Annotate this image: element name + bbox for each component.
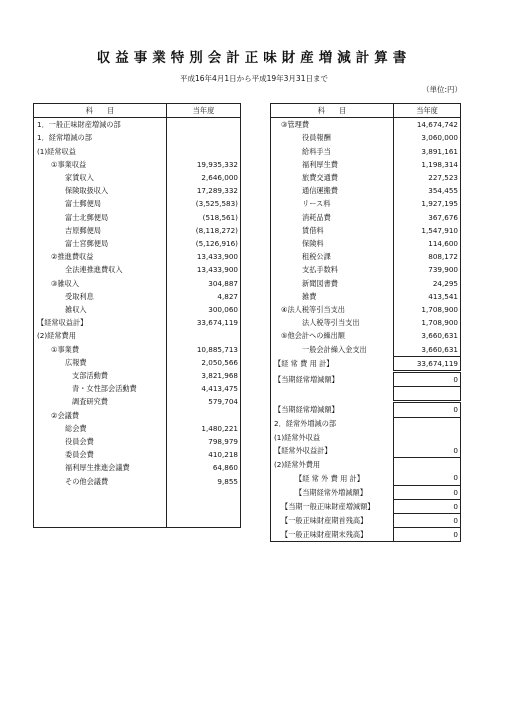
row-label: 保険料: [302, 239, 324, 249]
table-row: [34, 224, 241, 237]
table-row: [271, 485, 461, 499]
row-amount: 1,708,900: [394, 303, 461, 316]
table-row: [34, 369, 241, 382]
row-amount: 2,050,566: [167, 356, 241, 369]
row-amount: 0: [394, 444, 461, 458]
row-amount: 3,891,161: [394, 145, 461, 158]
row-label: 富士郵便局: [65, 199, 101, 209]
row-label: 支払手数料: [302, 265, 338, 275]
row-label: 保険取扱収入: [65, 186, 109, 196]
row-label: 広報費: [65, 357, 87, 367]
row-label: 吉原郵便局: [65, 225, 101, 235]
table-row: [34, 211, 241, 224]
table-row: [271, 343, 461, 357]
empty-row: [34, 501, 241, 514]
row-amount: 300,060: [167, 303, 241, 316]
row-label: ④法人税等引当支出: [281, 305, 345, 315]
row-label: 1．一般正味財産増減の部: [37, 120, 121, 130]
row-amount: [167, 131, 241, 144]
row-amount: 0: [394, 471, 461, 485]
row-amount: 3,660,631: [394, 329, 461, 342]
row-amount: 14,674,742: [394, 118, 461, 132]
row-label: 【当期経常増減額】: [274, 374, 339, 384]
empty-cell: [34, 514, 167, 528]
row-label: 【経常外収益計】: [274, 446, 332, 456]
row-amount: 17,289,332: [167, 184, 241, 197]
row-amount: 2,646,000: [167, 171, 241, 184]
table-row: [271, 356, 461, 371]
row-label: (2)経常外費用: [274, 459, 321, 469]
row-label: ③雑収入: [51, 278, 80, 288]
table-header-row: [271, 104, 461, 118]
row-label: [271, 387, 394, 402]
table-row: [34, 290, 241, 303]
table-row: [271, 250, 461, 263]
row-amount: 1,708,900: [394, 316, 461, 329]
empty-row: [34, 488, 241, 501]
table-row: [271, 316, 461, 329]
table-row: [34, 382, 241, 395]
row-amount: 3,060,000: [394, 131, 461, 144]
row-label: 福利厚生費: [302, 159, 338, 169]
row-amount: 0: [394, 499, 461, 513]
row-amount: 33,674,119: [394, 356, 461, 371]
row-amount: [394, 387, 461, 402]
table-row: [271, 303, 461, 316]
table-row: [271, 237, 461, 250]
row-amount: 410,218: [167, 448, 241, 461]
row-label: 【経 常 外 費 用 計】: [295, 473, 364, 483]
row-label: リース料: [302, 199, 331, 209]
row-label: ①事業費: [51, 344, 80, 354]
row-label: 法人税等引当支出: [302, 318, 360, 328]
row-label: 総会費: [65, 423, 87, 433]
table-row: [34, 461, 241, 474]
row-label: ②推進費収益: [51, 252, 94, 262]
row-label: 【経 常 費 用 計】: [274, 359, 334, 369]
row-amount: [167, 329, 241, 342]
row-amount: 579,704: [167, 395, 241, 408]
table-row: [34, 250, 241, 263]
row-amount: 367,676: [394, 211, 461, 224]
row-label: 【当期経常増減額】: [274, 404, 339, 414]
row-label: 役員会費: [65, 437, 94, 447]
row-label: 【当期経常外増減額】: [295, 487, 367, 497]
row-label: 給料手当: [302, 146, 331, 156]
left-ledger-table: [33, 103, 241, 528]
unit-label: （単位:円）: [421, 85, 462, 94]
table-row: [271, 329, 461, 342]
table-row: [271, 171, 461, 184]
row-amount: 227,523: [394, 171, 461, 184]
row-amount: [394, 458, 461, 472]
row-amount: [394, 431, 461, 444]
row-label: ②会議費: [51, 410, 80, 420]
table-row: [271, 224, 461, 237]
row-label: 新聞図書費: [302, 278, 338, 288]
row-amount: 304,887: [167, 277, 241, 290]
table-row: [271, 387, 461, 402]
row-label: 青・女性部会活動費: [72, 384, 137, 394]
row-label: 受取利息: [65, 291, 94, 301]
table-row: [271, 211, 461, 224]
row-label: 役員報酬: [302, 133, 331, 143]
row-amount: 0: [394, 402, 461, 417]
table-row: [34, 184, 241, 197]
table-row: [271, 402, 461, 417]
table-row: [34, 409, 241, 422]
document-title: 収益事業特別会計正味財産増減計算書: [96, 50, 412, 66]
row-label: 支部活動費: [72, 371, 108, 381]
item-column-header: 科 目: [271, 104, 394, 118]
empty-cell: [167, 488, 241, 501]
row-label: 雑費: [302, 291, 317, 301]
table-row: [271, 145, 461, 158]
row-amount: 413,541: [394, 290, 461, 303]
row-amount: [167, 118, 241, 132]
row-amount: 808,172: [394, 250, 461, 263]
row-label: 消耗品費: [302, 212, 331, 222]
row-label: 雑収入: [65, 305, 87, 315]
row-amount: (3,525,583): [167, 197, 241, 210]
table-row: [34, 145, 241, 158]
table-row: [271, 417, 461, 431]
row-label: 【当期一般正味財産増減額】: [281, 501, 375, 511]
row-amount: 739,900: [394, 263, 461, 276]
table-row: [34, 131, 241, 144]
reporting-period: 平成16年4月1日から平成19年3月31日まで: [180, 74, 328, 83]
table-row: [271, 528, 461, 542]
table-row: [271, 431, 461, 444]
table-row: [34, 118, 241, 132]
table-row: [34, 237, 241, 250]
row-amount: [167, 409, 241, 422]
row-label: 【経常収益計】: [37, 318, 88, 328]
row-amount: 13,433,900: [167, 263, 241, 276]
table-row: [271, 290, 461, 303]
row-amount: 0: [394, 485, 461, 499]
table-row: [271, 184, 461, 197]
table-row: [34, 356, 241, 369]
table-row: [34, 448, 241, 461]
empty-cell: [34, 501, 167, 514]
row-amount: 354,455: [394, 184, 461, 197]
row-label: 【一般正味財産期首残高】: [281, 516, 368, 526]
amount-column-header: 当年度: [167, 104, 241, 118]
empty-row: [34, 514, 241, 528]
row-label: ①事業収益: [51, 159, 87, 169]
row-label: (1)経常外収益: [274, 432, 321, 442]
row-label: 2．経常外増減の部: [274, 419, 337, 429]
table-row: [271, 263, 461, 276]
row-label: 調査研究費: [72, 397, 108, 407]
row-label: 全法連推進費収入: [65, 265, 123, 275]
row-amount: 4,827: [167, 290, 241, 303]
table-row: [271, 514, 461, 528]
table-row: [271, 158, 461, 171]
row-amount: (8,118,272): [167, 224, 241, 237]
table-row: [34, 422, 241, 435]
row-label: ⑤他会計への繰出額: [281, 331, 345, 341]
empty-cell: [167, 501, 241, 514]
table-row: [34, 303, 241, 316]
row-amount: 10,885,713: [167, 343, 241, 356]
row-amount: [394, 417, 461, 431]
row-amount: 0: [394, 514, 461, 528]
row-amount: 3,660,631: [394, 343, 461, 357]
table-row: [34, 158, 241, 171]
table-row: [34, 343, 241, 356]
row-label: 1．経常増減の部: [37, 133, 92, 143]
table-row: [271, 118, 461, 132]
table-header-row: [34, 104, 241, 118]
row-amount: 0: [394, 528, 461, 542]
row-amount: [167, 145, 241, 158]
row-amount: (5,126,916): [167, 237, 241, 250]
empty-cell: [167, 514, 241, 528]
row-amount: 0: [394, 372, 461, 387]
row-label: 委員会費: [65, 450, 94, 460]
amount-column-header: 当年度: [394, 104, 461, 118]
row-label: 通信運搬費: [302, 186, 338, 196]
table-row: [34, 435, 241, 448]
right-ledger-table: [270, 103, 461, 542]
row-label: その他会議費: [65, 476, 109, 486]
row-amount: 798,979: [167, 435, 241, 448]
row-amount: 33,674,119: [167, 316, 241, 329]
row-amount: 24,295: [394, 277, 461, 290]
table-row: [34, 197, 241, 210]
row-amount: 13,433,900: [167, 250, 241, 263]
row-label: 一般会計繰入金支出: [302, 344, 367, 354]
table-row: [271, 471, 461, 485]
table-row: [34, 329, 241, 342]
table-row: [271, 444, 461, 458]
table-row: [34, 171, 241, 184]
row-label: 福利厚生推進会議費: [65, 463, 130, 473]
row-label: 租税公課: [302, 252, 331, 262]
table-row: [271, 499, 461, 513]
row-amount: 64,860: [167, 461, 241, 474]
row-amount: 19,935,332: [167, 158, 241, 171]
row-amount: 9,855: [167, 475, 241, 488]
table-row: [271, 197, 461, 210]
table-row: [34, 316, 241, 329]
row-amount: 1,480,221: [167, 422, 241, 435]
row-amount: 4,413,475: [167, 382, 241, 395]
row-amount: 1,547,910: [394, 224, 461, 237]
row-label: ③管理費: [281, 120, 310, 130]
table-row: [34, 395, 241, 408]
table-row: [271, 372, 461, 387]
row-amount: 1,927,195: [394, 197, 461, 210]
table-row: [34, 263, 241, 276]
row-label: 賃借料: [302, 225, 324, 235]
row-label: (1)経常収益: [37, 146, 76, 156]
table-row: [271, 458, 461, 472]
row-label: 家賃収入: [65, 173, 94, 183]
row-amount: 114,600: [394, 237, 461, 250]
row-label: 富士北郵便局: [65, 212, 109, 222]
table-row: [34, 277, 241, 290]
row-amount: (518,561): [167, 211, 241, 224]
row-amount: 3,821,968: [167, 369, 241, 382]
row-amount: 1,198,314: [394, 158, 461, 171]
item-column-header: 科 目: [34, 104, 167, 118]
table-row: [271, 277, 461, 290]
table-row: [34, 475, 241, 488]
row-label: (2)経常費用: [37, 331, 76, 341]
empty-cell: [34, 488, 167, 501]
row-label: 旅費交通費: [302, 173, 338, 183]
row-label: 【一般正味財産期末残高】: [281, 530, 368, 539]
table-row: [271, 131, 461, 144]
row-label: 富士宮郵便局: [65, 239, 109, 249]
